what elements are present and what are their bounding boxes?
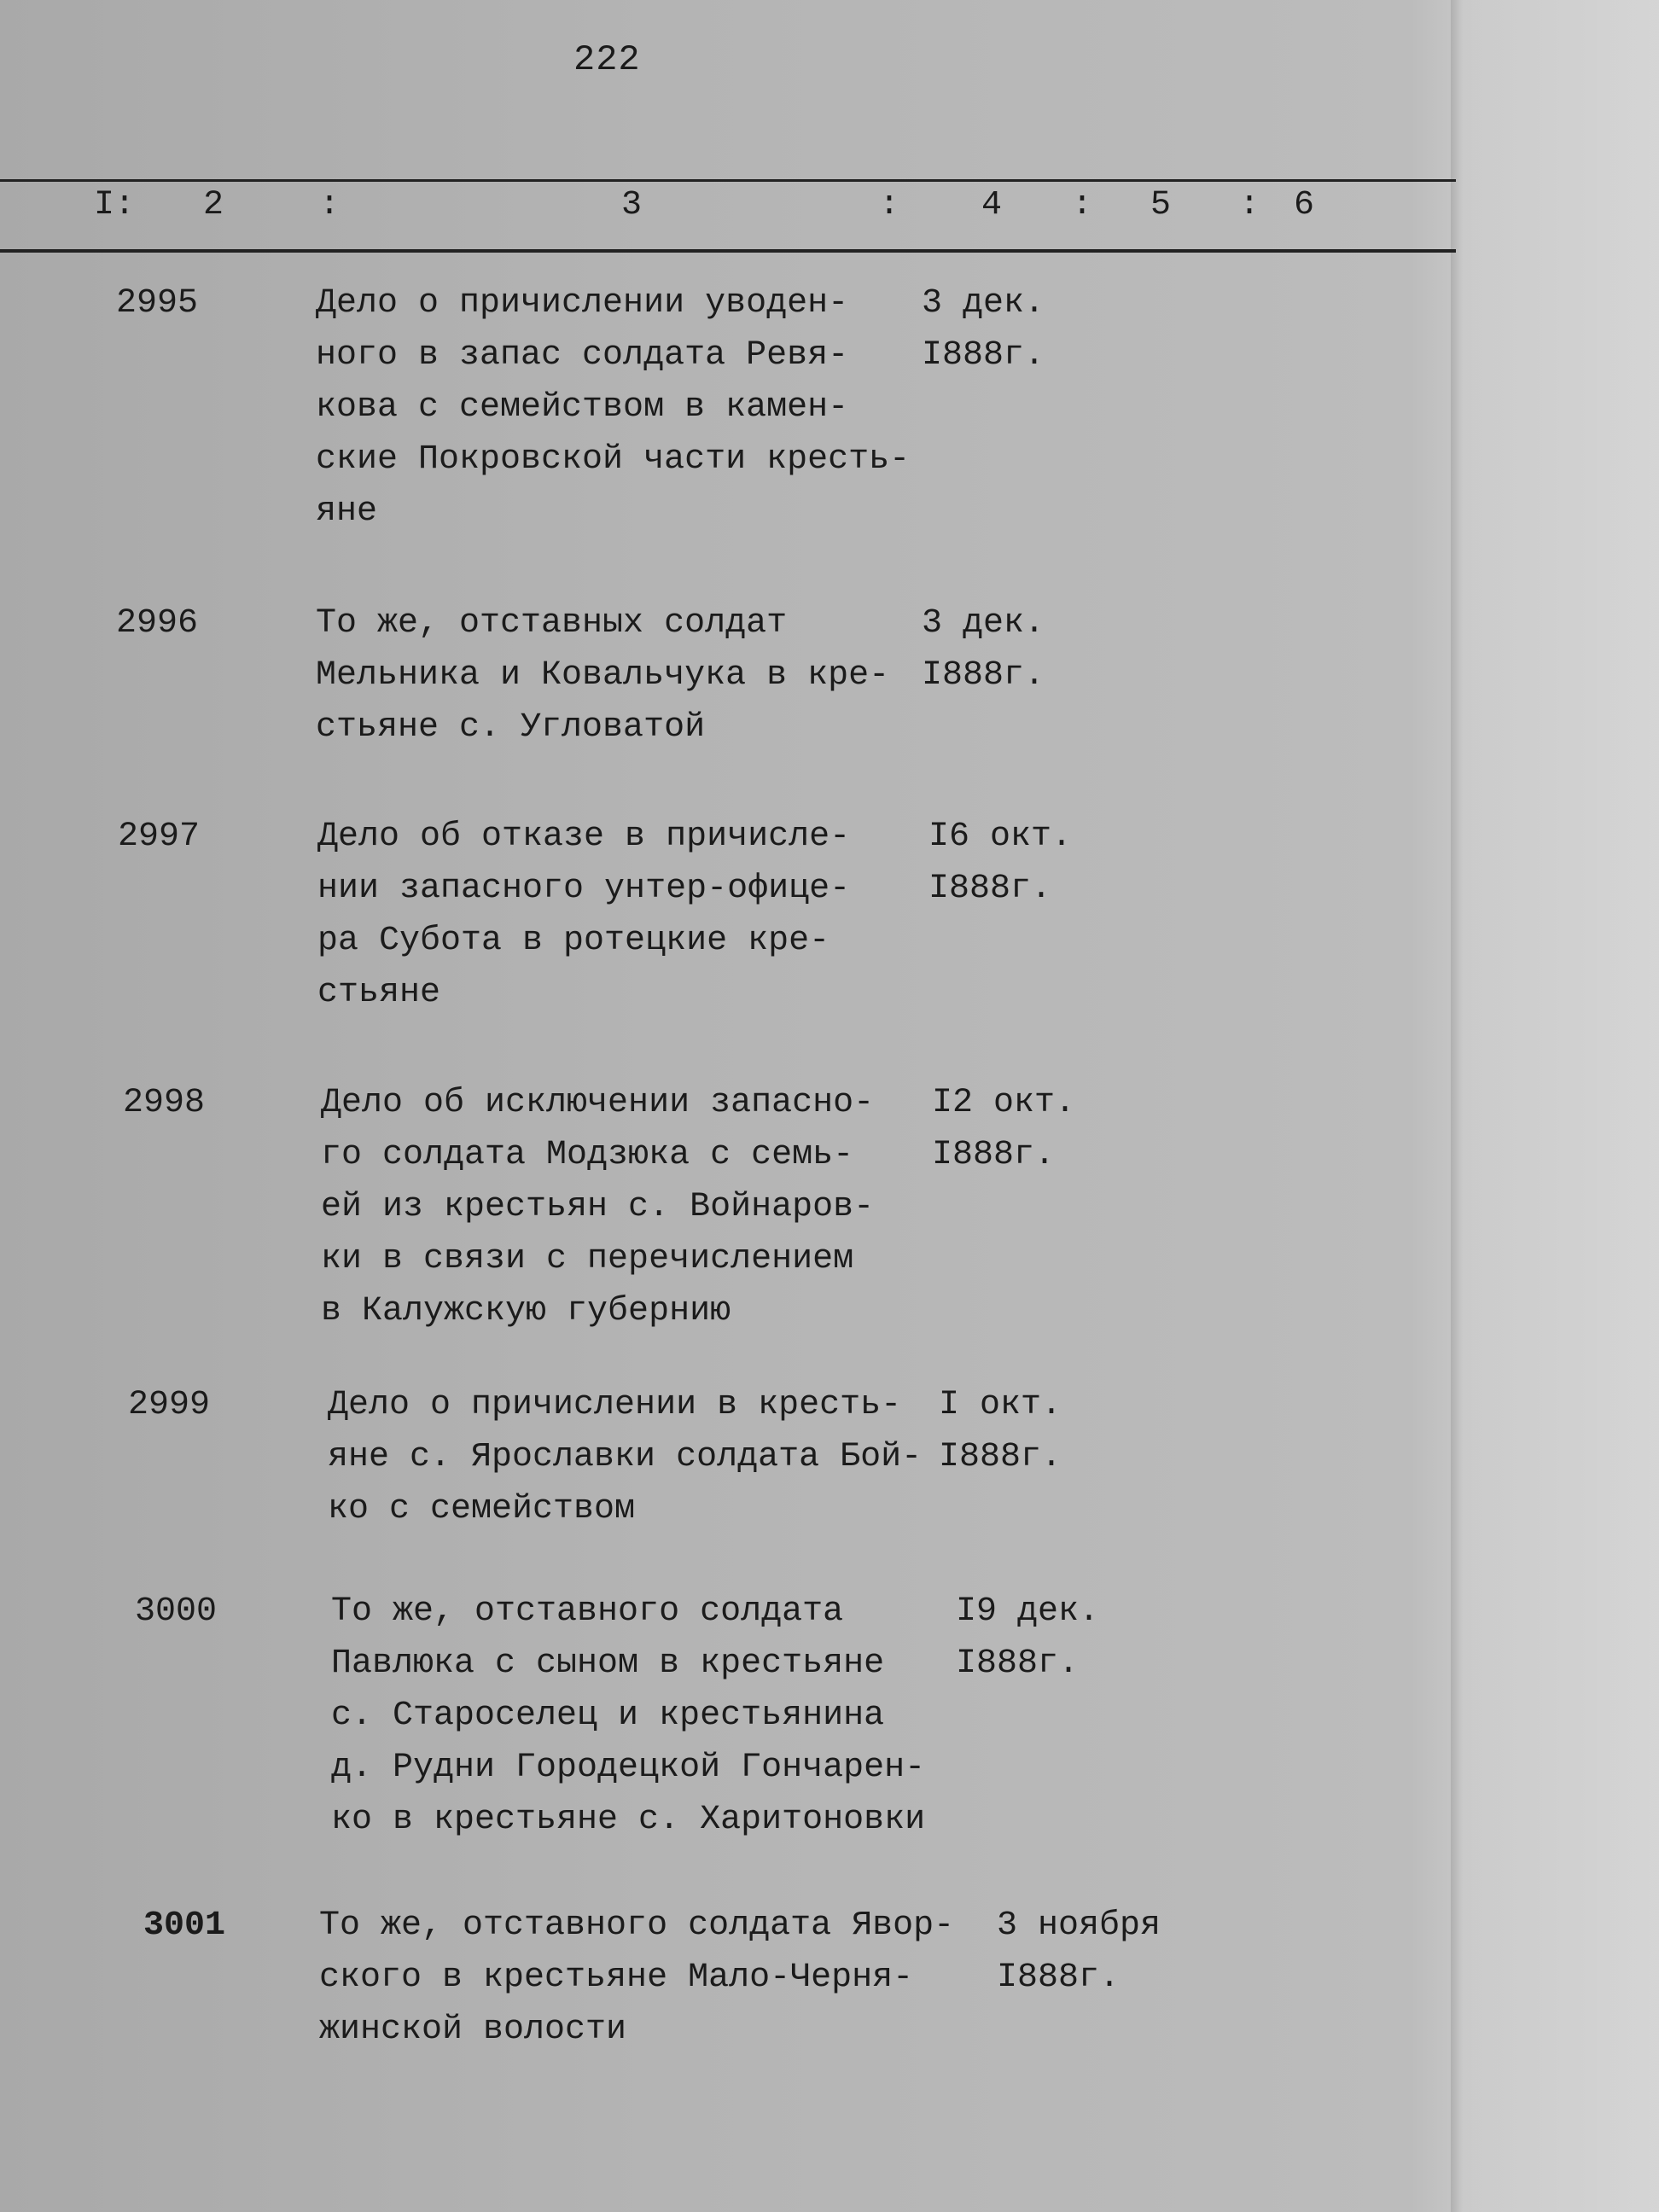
description-line: в Калужскую губернию — [321, 1292, 731, 1330]
date-line: I2 окт. — [932, 1084, 1076, 1122]
record-date — [997, 1900, 1161, 2004]
date-line: I888г. — [997, 1959, 1121, 1997]
column-separator: : — [319, 186, 341, 224]
page-number: 222 — [573, 39, 641, 80]
column-separator: : — [1072, 186, 1093, 224]
record-number: 2998 — [123, 1084, 206, 1122]
date-line: I окт. — [939, 1386, 1062, 1424]
description-line: яне — [316, 492, 378, 531]
date-line: I6 окт. — [928, 818, 1073, 856]
date-line: I888г. — [956, 1644, 1080, 1683]
description-line: стьяне с. Угловатой — [316, 708, 706, 747]
description-line: нии запасного унтер-офице- — [317, 870, 851, 908]
record-date — [956, 1586, 1099, 1690]
description-line: Дело о причислении уводен- — [316, 284, 849, 323]
description-line: с. Староселец и крестьянина — [331, 1697, 885, 1735]
description-line: ного в запас солдата Ревя- — [316, 336, 849, 375]
description-line: То же, отставного солдата Явор- — [319, 1906, 955, 1945]
column-header-5: 5 — [1150, 186, 1172, 224]
record-number: 2999 — [128, 1386, 211, 1424]
description-line: ра Субота в ротецкие кре- — [317, 922, 830, 960]
table-header-top-rule — [0, 179, 1456, 182]
description-line: Дело об исключении запасно- — [321, 1084, 875, 1122]
record-description — [316, 597, 889, 754]
record-date — [928, 811, 1072, 915]
date-line: I888г. — [939, 1438, 1062, 1476]
record-description — [331, 1586, 925, 1846]
date-line: I888г. — [928, 870, 1052, 908]
record-date — [932, 1077, 1075, 1181]
column-separator: : — [1239, 186, 1260, 224]
record-description — [321, 1077, 874, 1337]
description-line: ко с семейством — [328, 1490, 636, 1528]
column-header-4: 4 — [981, 186, 1003, 224]
record-description — [316, 277, 910, 538]
date-line: 3 дек. — [922, 604, 1045, 643]
column-header-1: I: — [94, 186, 136, 224]
description-line: го солдата Модзюка с семь- — [321, 1136, 854, 1174]
column-header-6: 6 — [1294, 186, 1315, 224]
record-number: 2997 — [118, 818, 201, 856]
description-line: жинской волости — [319, 2011, 627, 2049]
record-date — [922, 277, 1045, 381]
description-line: ко в крестьяне с. Харитоновки — [331, 1801, 926, 1839]
description-line: Павлюка с сыном в крестьяне — [331, 1644, 885, 1683]
description-line: д. Рудни Городецкой Гончарен- — [331, 1749, 926, 1787]
column-header-2: 2 — [203, 186, 224, 224]
record-date — [939, 1379, 1062, 1483]
description-line: Дело о причислении в кресть- — [328, 1386, 902, 1424]
date-line: I888г. — [922, 656, 1045, 695]
table-header-bottom-rule — [0, 249, 1456, 253]
description-line: ского в крестьяне Мало-Черня- — [319, 1959, 914, 1997]
record-description — [317, 811, 850, 1019]
record-number: 3000 — [135, 1592, 218, 1631]
record-description — [319, 1900, 954, 2056]
description-line: Мельника и Ковальчука в кре- — [316, 656, 890, 695]
column-header-3: 3 — [621, 186, 643, 224]
description-line: ские Покровской части кресть- — [316, 440, 911, 479]
date-line: I888г. — [932, 1136, 1056, 1174]
record-number: 3001 — [143, 1906, 226, 1945]
record-description — [328, 1379, 922, 1535]
date-line: I888г. — [922, 336, 1045, 375]
description-line: То же, отставных солдат — [316, 604, 788, 643]
date-line: 3 ноября — [997, 1906, 1161, 1945]
description-line: кова с семейством в камен- — [316, 388, 849, 427]
record-number: 2995 — [116, 284, 199, 323]
date-line: 3 дек. — [922, 284, 1045, 323]
description-line: стьяне — [317, 974, 441, 1012]
record-date — [922, 597, 1045, 701]
description-line: ей из крестьян с. Войнаров- — [321, 1188, 875, 1226]
record-number: 2996 — [116, 604, 199, 643]
column-separator: : — [879, 186, 900, 224]
description-line: ки в связи с перечислением — [321, 1240, 854, 1278]
date-line: I9 дек. — [956, 1592, 1100, 1631]
description-line: Дело об отказе в причисле- — [317, 818, 851, 856]
description-line: яне с. Ярославки солдата Бой- — [328, 1438, 923, 1476]
description-line: То же, отставного солдата — [331, 1592, 844, 1631]
page-edge-shadow — [1451, 0, 1659, 2212]
